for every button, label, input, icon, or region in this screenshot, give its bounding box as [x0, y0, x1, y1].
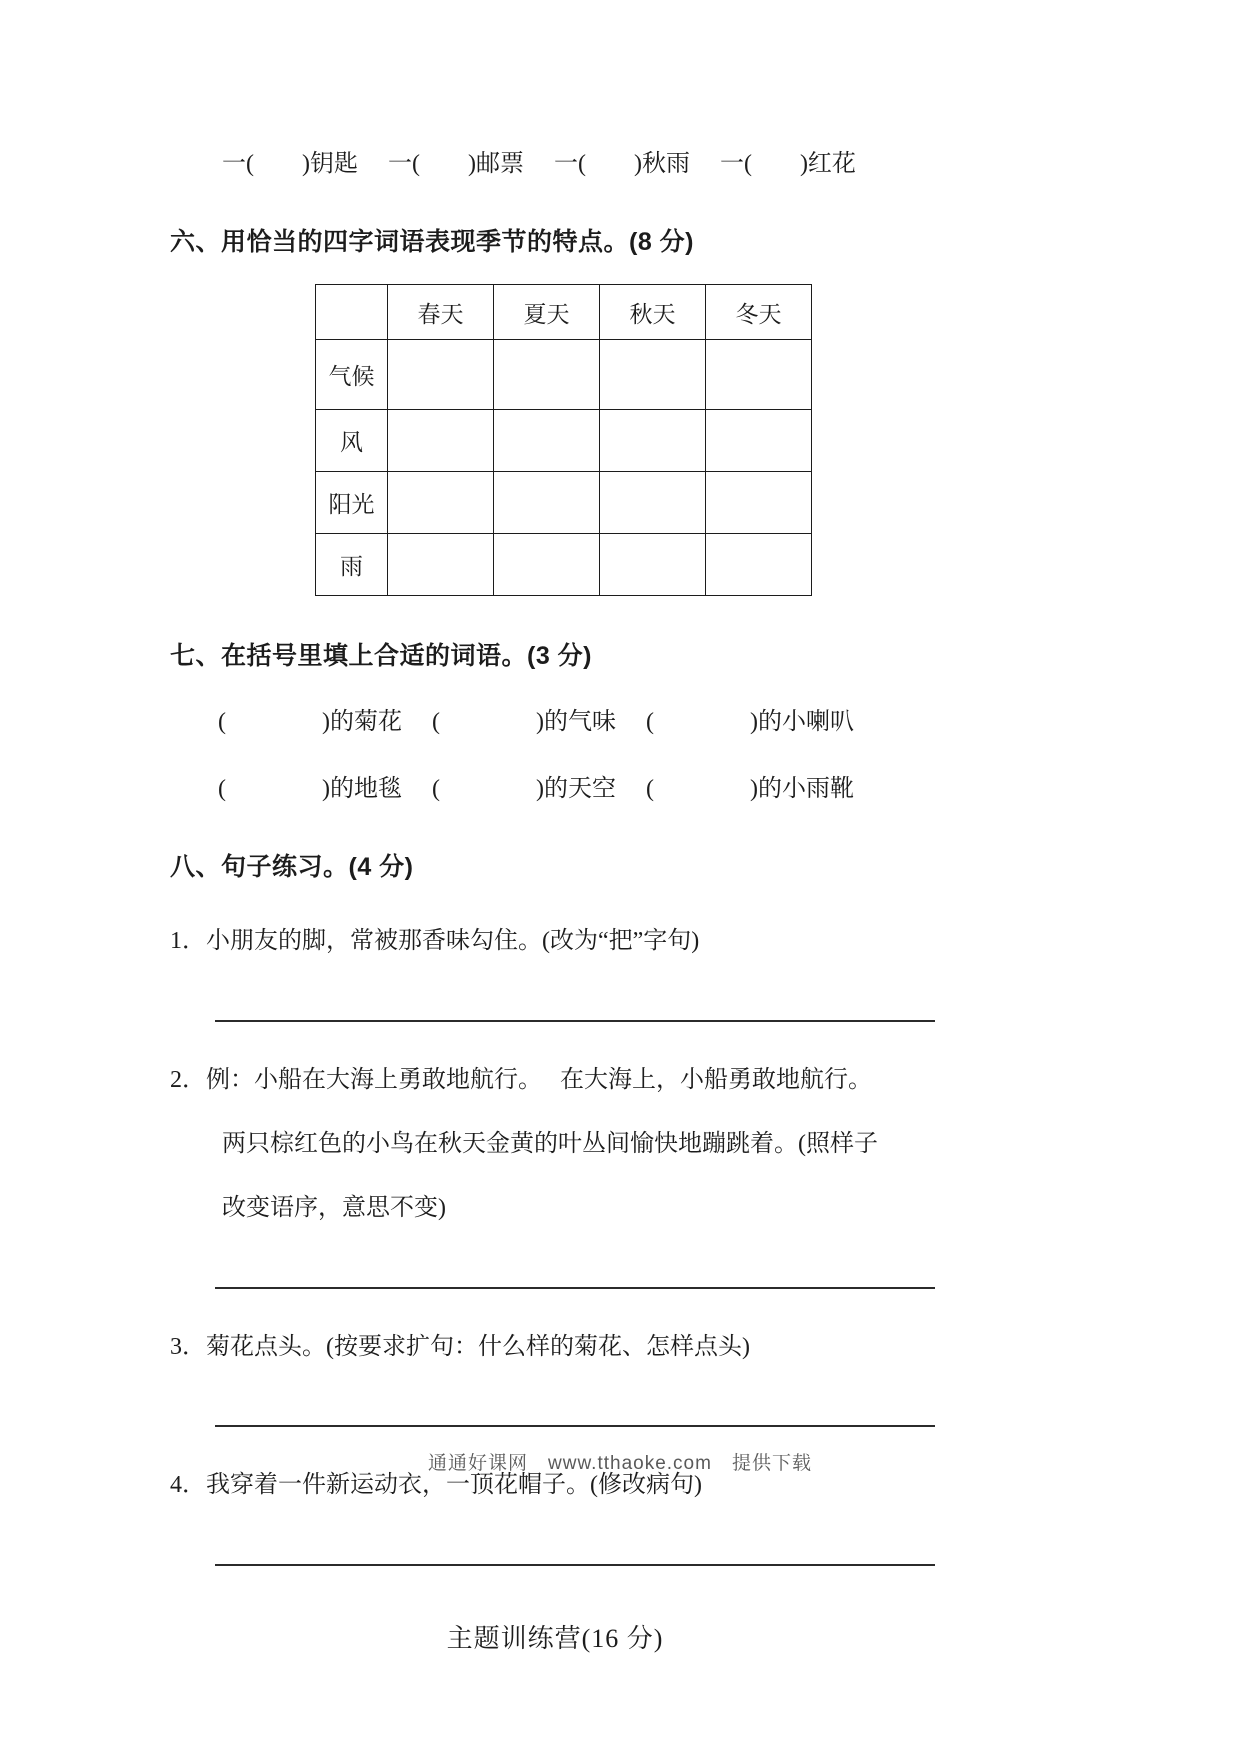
table-blank-cell — [706, 410, 812, 472]
sentence-item-1: 1．小朋友的脚，常被那香味勾住。(改为“把”字句) — [170, 928, 700, 955]
table-blank-cell — [706, 472, 812, 534]
col-header-winter: 冬天 — [706, 285, 812, 340]
table-row-climate — [316, 340, 812, 410]
sentence-item-2-line-2: 两只棕红色的小鸟在秋天金黄的叶丛间愉快地蹦跳着。(照样子 — [222, 1130, 878, 1157]
word-fill-line-2: ( )的地毯 ( )的天空 ( )的小雨靴 — [218, 775, 854, 802]
section-8-heading: 八、句子练习。(4 分) — [170, 853, 414, 882]
table-blank-cell — [600, 410, 706, 472]
row-header-rain: 雨 — [316, 534, 388, 596]
sentence-item-3: 3．菊花点头。(按要求扩句：什么样的菊花、怎样点头) — [170, 1333, 750, 1360]
sentence-item-2-line-1: 2．例：小船在大海上勇敢地航行。 在大海上，小船勇敢地航行。 — [170, 1066, 872, 1093]
sentence-item-2-line-3: 改变语序，意思不变) — [222, 1195, 446, 1222]
table-corner-cell — [316, 285, 388, 340]
answer-blank-4 — [215, 1564, 935, 1566]
table-blank-cell — [600, 340, 706, 410]
table-blank-cell — [388, 410, 494, 472]
table-blank-cell — [706, 340, 812, 410]
quantifier-fill-line: 一( )钥匙 一( )邮票 一( )秋雨 一( )红花 — [222, 151, 856, 177]
table-blank-cell — [706, 534, 812, 596]
table-blank-cell — [494, 410, 600, 472]
table-blank-cell — [494, 534, 600, 596]
table-blank-cell — [494, 472, 600, 534]
answer-blank-3 — [215, 1425, 935, 1427]
table-blank-cell — [600, 472, 706, 534]
table-header-row — [316, 285, 812, 340]
table-blank-cell — [388, 472, 494, 534]
sentence-item-4: 4．我穿着一件新运动衣，一顶花帽子。(修改病句) — [170, 1472, 702, 1499]
section-6-heading: 六、用恰当的四字词语表现季节的特点。(8 分) — [170, 228, 695, 257]
word-fill-line-1: ( )的菊花 ( )的气味 ( )的小喇叭 — [218, 709, 854, 736]
answer-blank-2 — [215, 1287, 935, 1289]
table-blank-cell — [494, 340, 600, 410]
section-7-heading: 七、在括号里填上合适的词语。(3 分) — [170, 642, 593, 671]
table-blank-cell — [388, 340, 494, 410]
season-table — [315, 284, 812, 596]
row-header-sunlight: 阳光 — [316, 472, 388, 534]
table-row-rain — [316, 534, 812, 596]
site-footer: 通通好课网 www.tthaoke.com 提供下载 — [428, 1453, 812, 1474]
col-header-autumn: 秋天 — [600, 285, 706, 340]
table-blank-cell — [600, 534, 706, 596]
col-header-spring: 春天 — [388, 285, 494, 340]
col-header-summer: 夏天 — [494, 285, 600, 340]
table-blank-cell — [388, 534, 494, 596]
answer-blank-1 — [215, 1020, 935, 1022]
row-header-wind: 风 — [316, 410, 388, 472]
row-header-climate: 气候 — [316, 340, 388, 410]
table-row-sunlight — [316, 472, 812, 534]
table-row-wind — [316, 410, 812, 472]
theme-camp-heading: 主题训练营(16 分) — [446, 1623, 664, 1653]
